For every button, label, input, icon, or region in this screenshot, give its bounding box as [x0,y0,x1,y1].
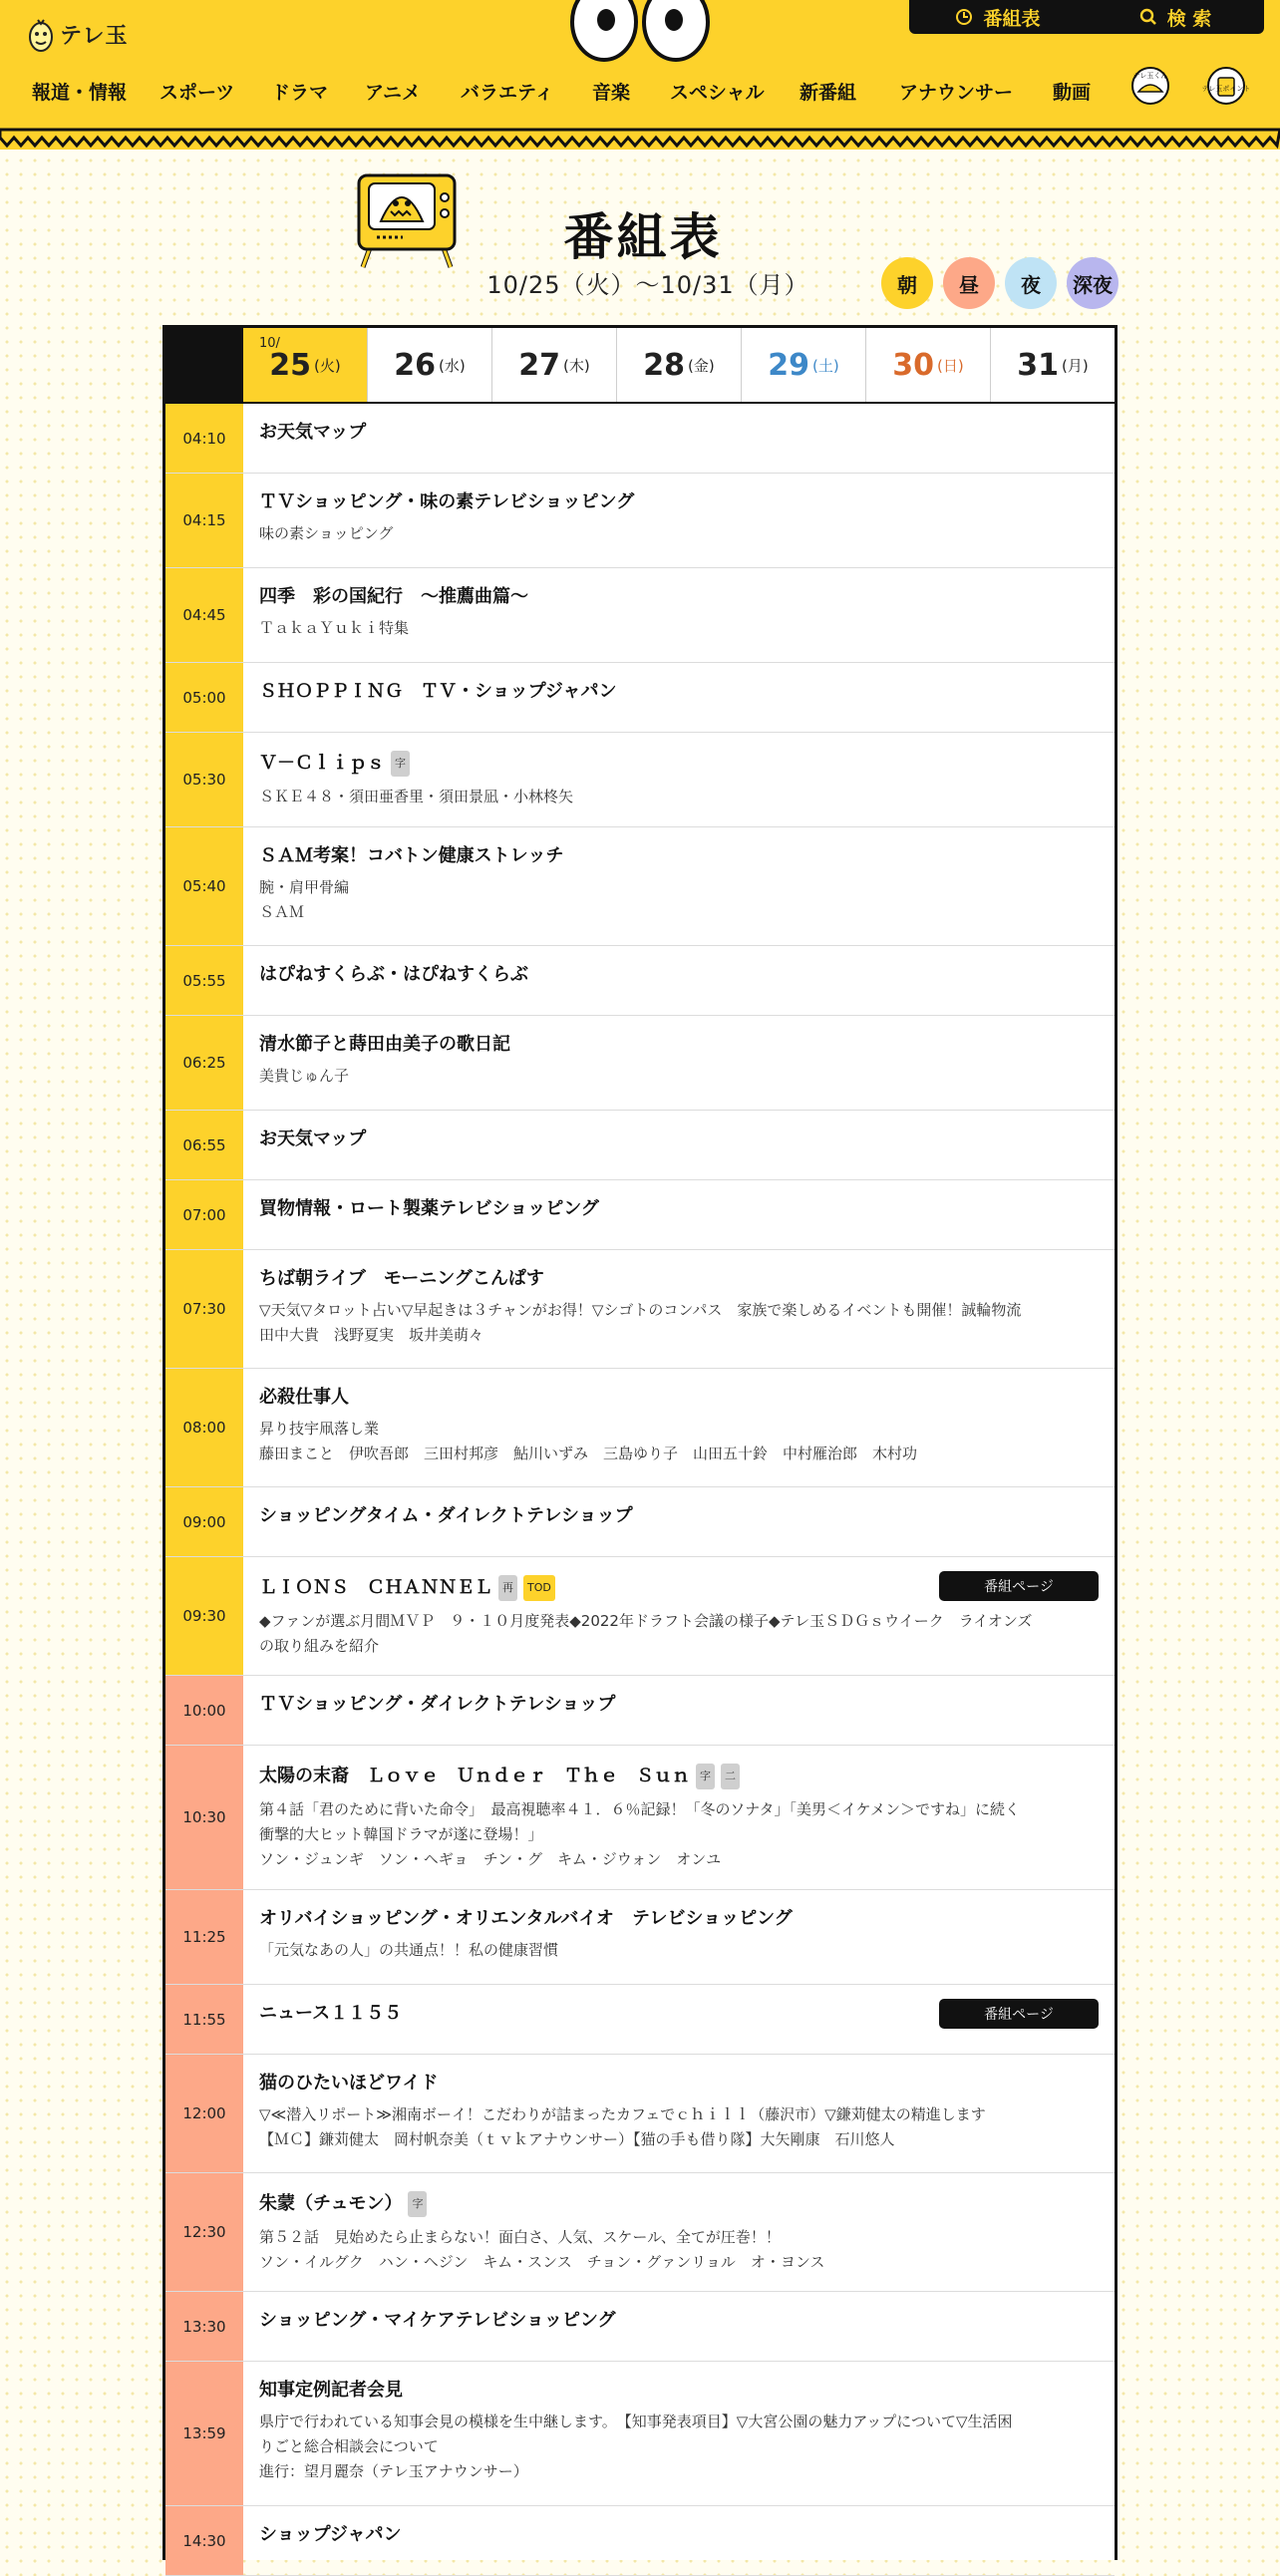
program-title [259,1764,1099,1789]
program-title [259,681,1099,703]
time-morning-button[interactable]: 朝 [881,257,933,309]
program-time: 05:00 [165,663,243,732]
program-cell[interactable] [243,404,1115,473]
program-row[interactable] [165,1250,1115,1369]
program-title [259,845,1099,867]
program-title-text: 四季 彩の国紀行 ～推薦曲篇～ [259,586,528,607]
program-cell[interactable] [243,1111,1115,1179]
day-number: 26 [394,347,437,383]
program-description: 腕・肩甲骨編 [259,878,350,896]
program-cell[interactable] [243,2506,1115,2575]
program-tag: TOD [523,1575,555,1601]
program-description: ◆ファンが選ぶ月間ＭＶＰ ９・１０月度発表◆2022年ドラフト会議の様子◆テレ玉ＳＤＧｓウイーク ライオンズ [259,1612,1033,1630]
program-time: 05:30 [165,733,243,826]
program-row[interactable] [165,2362,1115,2506]
search-button[interactable] [1087,4,1264,31]
program-title-text: ニュース１１５５ [259,2003,403,2024]
program-cell[interactable] [243,1180,1115,1249]
program-row[interactable] [165,1557,1115,1676]
program-schedule [162,325,1118,2560]
program-row[interactable] [165,1111,1115,1180]
day-tab-29[interactable] [741,328,865,402]
day-number: 28 [643,347,686,383]
day-number: 27 [518,347,561,383]
day-tab-31[interactable] [990,328,1115,402]
program-title [259,964,1099,986]
top-buttons [909,0,1264,34]
program-title-text: ＳＨＯＰＰＩＮＧ ＴＶ・ショップジャパン [259,681,617,702]
program-description: 美貴じゅん子 [259,1067,350,1085]
program-title [259,2073,1099,2094]
program-description: 衝撃的大ヒット韓国ドラマが遂に登場！」 [259,1825,543,1843]
program-cell[interactable] [243,663,1115,732]
program-cell[interactable] [243,946,1115,1015]
program-cell[interactable] [243,1369,1115,1486]
program-description: 【ＭＣ】鎌苅健太 岡村帆奈美（ｔｖｋアナウンサー）【猫の手も借り隊】大矢剛康 石川悠人 [259,2130,895,2148]
program-time: 05:55 [165,946,243,1015]
program-cell[interactable] [243,1016,1115,1110]
program-description: ▽天気▽タロット占い▽早起きは３チャンがお得！▽シゴトのコンパス 家族で楽しめるイベントも開催！誠輪物流 [259,1301,1022,1319]
program-time: 06:25 [165,1016,243,1110]
nav-drama[interactable]: ドラマ [271,82,329,104]
program-title-text: Ｖ－Ｃｌｉｐｓ [259,753,385,774]
program-cell[interactable] [243,827,1115,945]
program-time: 07:00 [165,1180,243,1249]
program-title [259,2310,1099,2332]
program-time: 14:30 [165,2506,243,2575]
program-description: の取り組みを紹介 [259,1637,380,1655]
program-description: 昇り技宇凧落し業 [259,1420,380,1438]
point-card-icon[interactable] [1201,66,1251,106]
header-zigzag-edge [0,130,1280,152]
day-tab-25[interactable] [243,328,367,402]
search-icon [1139,8,1157,26]
mascot-eyes-icon [566,0,714,64]
program-time: 10:30 [165,1746,243,1889]
program-title [259,1268,1099,1290]
program-description: ソン・イルグク ハン・ヘジン キム・スンス チョン・グァンリョル オ・ヨンス [259,2253,825,2271]
program-title-text: 猫のひたいほどワイド [259,2073,439,2093]
program-description: 第４話「君のために背いた命令」 最高視聴率４１．６％記録！「冬のソナタ」「美男＜イケメン＞ですね」に続く [259,1800,1021,1818]
nav-special[interactable]: スペシャル [670,82,765,104]
month-label: 10/ [259,336,280,351]
program-time: 04:45 [165,568,243,662]
program-row[interactable] [165,568,1115,663]
program-row[interactable] [165,1890,1115,1985]
program-title-text: オリバイショッピング・オリエンタルバイオ テレビショッピング [259,1908,793,1929]
program-cell[interactable] [243,733,1115,826]
program-cell[interactable] [243,1487,1115,1556]
program-description: 「元気なあの人」の共通点！！私の健康習慣 [259,1941,559,1959]
nav-news[interactable]: 報道・情報 [32,82,128,104]
program-time: 10:00 [165,1676,243,1745]
schedule-button[interactable] [909,4,1087,31]
program-title-text: 朱蒙（チュモン） [259,2193,403,2214]
nav-video[interactable]: 動画 [1053,82,1092,104]
program-cell[interactable] [243,2362,1115,2505]
program-description: ▽≪潜入リポート≫湘南ボーイ！こだわりが詰まったカフェでｃｈｉｌｌ（藤沢市）▽鎌苅健太の精進します [259,2105,986,2123]
program-page-button[interactable]: 番組ページ [939,1999,1099,2029]
day-number: 25 [269,347,312,383]
program-row[interactable] [165,663,1115,733]
program-cell[interactable] [243,1985,1115,2054]
program-time: 11:55 [165,1985,243,2054]
program-row[interactable] [165,733,1115,827]
program-row[interactable] [165,404,1115,474]
program-title [259,751,1099,777]
program-title-text: ショッピングタイム・ダイレクトテレショップ [259,1505,633,1526]
program-cell[interactable] [243,1746,1115,1889]
day-weekday: (日) [937,356,964,375]
program-description: 第５２話 見始めたら止まらない！面白さ、人気、スケール、全てが圧巻！！ [259,2228,781,2246]
site-logo[interactable] [28,14,129,54]
program-row[interactable] [165,2173,1115,2292]
header-corner [165,328,243,402]
program-title-text: 清水節子と蒔田由美子の歌日記 [259,1034,510,1055]
program-title [259,1034,1099,1056]
program-list [165,404,1115,2576]
program-time: 12:30 [165,2173,243,2291]
program-row[interactable] [165,946,1115,1016]
time-late-night-button[interactable]: 深夜 [1067,257,1119,309]
day-tab-28[interactable] [616,328,741,402]
program-title-text: 買物情報・ロート製薬テレビショッピング [259,1198,599,1219]
program-time: 06:55 [165,1111,243,1179]
program-time: 05:40 [165,827,243,945]
search-button-label: 検 索 [1166,7,1212,30]
program-description: ソン・ジュンギ ソン・ヘギョ チン・グ キム・ジウォン オンユ [259,1850,722,1868]
day-number: 29 [768,347,810,383]
program-cell[interactable] [243,2292,1115,2361]
program-title [259,2524,1099,2546]
day-number: 31 [1017,347,1060,383]
program-title-text: 太陽の末裔 Ｌｏｖｅ Ｕｎｄｅｒ Ｔｈｅ Ｓｕｎ [259,1766,690,1786]
program-title-text: お天気マップ [259,422,367,443]
program-row[interactable] [165,1016,1115,1111]
program-title-text: ＴＶショッピング・ダイレクトテレショップ [259,1694,616,1715]
time-night-button[interactable]: 夜 [1005,257,1057,309]
nav-sports[interactable]: スポーツ [160,82,235,104]
nav-music[interactable]: 音楽 [592,82,631,104]
program-time: 13:30 [165,2292,243,2361]
tele-tama-kun-icon[interactable] [1130,66,1170,106]
program-title-text: はぴねすくらぶ・はぴねすくらぶ [259,964,528,985]
program-title-text: 必殺仕事人 [259,1387,349,1408]
program-row[interactable] [165,1180,1115,1250]
program-time: 07:30 [165,1250,243,1368]
day-weekday: (月) [1062,356,1089,375]
nav-new-programs[interactable]: 新番組 [800,82,857,104]
tv-mascot-icon [351,167,463,269]
program-title-text: ショッピング・マイケアテレビショッピング [259,2310,616,2331]
program-cell[interactable] [243,2055,1115,2172]
logo-text: テレ玉 [60,23,129,49]
program-title-text: お天気マップ [259,1128,367,1149]
program-description: 藤田まこと 伊吹吾郎 三田村邦彦 鮎川いずみ 三島ゆり子 山田五十鈴 中村雁治郎 木村功 [259,1445,918,1462]
program-row[interactable] [165,1369,1115,1487]
program-title [259,1387,1099,1409]
program-cell[interactable] [243,1557,1115,1675]
program-time: 04:10 [165,404,243,473]
day-weekday: (金) [688,356,715,375]
program-title-text: ショップジャパン [259,2524,402,2545]
program-title [259,422,1099,444]
nav-variety[interactable]: バラエティ [461,82,554,104]
day-tab-30[interactable] [865,328,990,402]
program-cell[interactable] [243,1250,1115,1368]
program-time: 08:00 [165,1369,243,1486]
program-title-text: 知事定例記者会見 [259,2380,403,2401]
site-header [0,0,1280,150]
program-cell[interactable] [243,474,1115,567]
day-tab-26[interactable] [367,328,491,402]
program-tag: 字 [696,1764,715,1789]
program-title [259,1505,1099,1527]
program-description: ＴａｋａＹｕｋｉ特集 [259,619,410,637]
program-title [259,2191,1099,2217]
program-row[interactable] [165,1985,1115,2055]
nav-anime[interactable]: アニメ [365,82,422,104]
program-title [259,2380,1099,2402]
page-title: 番組表 [563,208,723,266]
program-description: 田中大貴 浅野夏実 坂井美萌々 [259,1326,484,1344]
nav-announcer[interactable]: アナウンサー [899,82,1014,104]
program-title-text: ＳＡＭ考案！コバトン健康ストレッチ [259,845,564,866]
program-title-text: ＬＩＯＮＳ ＣＨＡＮＮＥＬ [259,1577,492,1598]
program-time: 09:00 [165,1487,243,1556]
program-cell[interactable] [243,1676,1115,1745]
program-description: 進行：望月麗奈（テレ玉アナウンサー） [259,2462,528,2480]
program-description: 県庁で行われている知事会見の模様を生中継します。 【知事発表項目】▽大宮公園の魅力アップについて▽生活困 [259,2413,1013,2430]
program-time: 09:30 [165,1557,243,1675]
program-tag: 再 [498,1575,517,1601]
program-description: ＳＫＥ４８・須田亜香里・須田景凪・小林柊矢 [259,788,574,805]
program-title-text: ちば朝ライブ モーニングこんぱす [259,1268,544,1289]
program-description: 味の素ショッピング [259,524,394,542]
day-weekday: (水) [439,356,466,375]
program-row[interactable] [165,1676,1115,1746]
program-title [259,1694,1099,1716]
svg-text:テレ玉ポイント: テレ玉ポイント [1201,85,1251,93]
program-row[interactable] [165,2055,1115,2173]
program-tag: 二 [721,1764,740,1789]
program-cell[interactable] [243,1890,1115,1984]
day-number: 30 [892,347,935,383]
clock-icon [955,8,973,26]
program-description: ＳＡＭ [259,903,305,921]
program-row[interactable] [165,1487,1115,1557]
program-time: 04:15 [165,474,243,567]
program-title [259,1908,1099,1930]
program-time: 13:59 [165,2362,243,2505]
program-row[interactable] [165,474,1115,568]
program-title [259,1128,1099,1150]
time-noon-button[interactable]: 昼 [943,257,995,309]
program-title [259,586,1099,608]
mascot-icon [28,14,54,54]
date-range: 10/25（火）〜10/31（月） [486,271,809,299]
program-time: 11:25 [165,1890,243,1984]
day-weekday: (土) [812,356,839,375]
program-time: 12:00 [165,2055,243,2172]
day-header [165,328,1115,404]
schedule-button-label: 番組表 [983,7,1041,30]
program-page-button[interactable]: 番組ページ [939,1571,1099,1601]
program-row[interactable] [165,827,1115,946]
program-title-text: ＴＶショッピング・味の素テレビショッピング [259,491,635,512]
svg-text:テレ玉くん: テレ玉くん [1132,72,1168,80]
program-cell[interactable] [243,2173,1115,2291]
program-row[interactable] [165,2292,1115,2362]
day-weekday: (火) [314,356,341,375]
day-tab-27[interactable] [491,328,616,402]
program-title [259,491,1099,513]
day-weekday: (木) [563,356,590,375]
program-cell[interactable] [243,568,1115,662]
main-nav [0,74,1280,108]
program-description: りごと総合相談会について [259,2437,439,2455]
program-title [259,1198,1099,1220]
program-tag: 字 [391,751,410,777]
program-row[interactable] [165,2506,1115,2576]
program-row[interactable] [165,1746,1115,1890]
program-tag: 字 [408,2191,427,2217]
